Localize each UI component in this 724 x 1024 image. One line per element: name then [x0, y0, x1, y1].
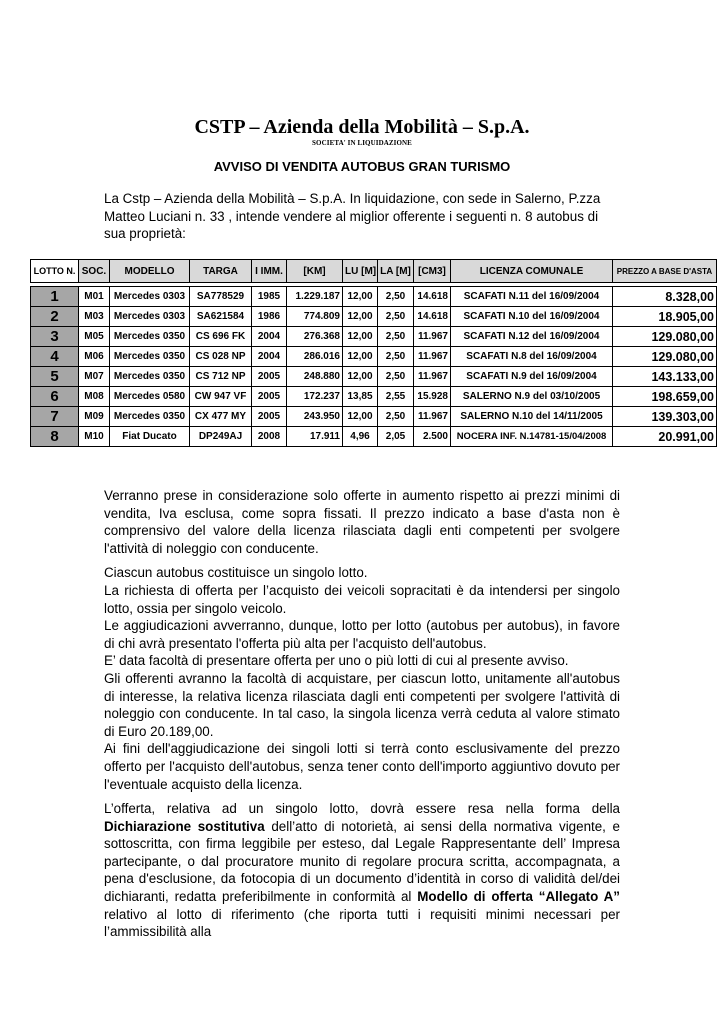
- cell-cm3: 11.967: [414, 347, 451, 367]
- cell-la: 2,50: [378, 287, 414, 307]
- cell-imm: 1986: [252, 307, 287, 327]
- cell-cm3: 2.500: [414, 427, 451, 447]
- cell-licenza: SALERNO N.10 del 14/11/2005: [451, 407, 613, 427]
- cell-prezzo: 143.133,00: [613, 367, 717, 387]
- paragraph-request: La richiesta di offerta per l’acquisto dei veicoli sopracitati è da intendersi per singolo lotto, ossia per singolo veicolo.: [104, 582, 620, 616]
- cell-lotto: 2: [31, 307, 79, 327]
- cell-km: 248.880: [287, 367, 343, 387]
- cell-prezzo: 129.080,00: [613, 327, 717, 347]
- cell-soc: M10: [79, 427, 110, 447]
- cell-licenza: SCAFATI N.9 del 16/09/2004: [451, 367, 613, 387]
- cell-imm: 2004: [252, 327, 287, 347]
- cell-lu: 12,00: [343, 287, 378, 307]
- cell-cm3: 11.967: [414, 367, 451, 387]
- declaration-text-a: L’offerta, relativa ad un singolo lotto, dovrà essere resa nella forma della: [104, 801, 620, 817]
- cell-soc: M09: [79, 407, 110, 427]
- cell-soc: M01: [79, 287, 110, 307]
- cell-soc: M08: [79, 387, 110, 407]
- cell-la: 2,55: [378, 387, 414, 407]
- table-row: [31, 287, 717, 307]
- cell-lotto: 4: [31, 347, 79, 367]
- cell-lotto: 1: [31, 287, 79, 307]
- table-row: [31, 327, 717, 347]
- paragraph-award-criteria: Ai fini dell'aggiudicazione dei singoli lotti si terrà conto esclusivamente del prezzo offerto per l'acquisto dell'autobus, senza tener conto dell'importo aggiuntivo dovuto per l'eventuale acquisto della licenza.: [104, 741, 620, 792]
- cell-modello: Fiat Ducato: [110, 427, 190, 447]
- cell-prezzo: 198.659,00: [613, 387, 717, 407]
- cell-soc: M03: [79, 307, 110, 327]
- table-header-row: [31, 260, 717, 283]
- cell-licenza: SALERNO N.9 del 03/10/2005: [451, 387, 613, 407]
- cell-licenza: NOCERA INF. N.14781-15/04/2008: [451, 427, 613, 447]
- cell-cm3: 11.967: [414, 327, 451, 347]
- declaration-bold-term: Dichiarazione sostitutiva: [104, 818, 265, 834]
- cell-imm: 2005: [252, 367, 287, 387]
- cell-km: 1.229.187: [287, 287, 343, 307]
- paragraph-license: Gli offerenti avranno la facoltà di acquistare, per ciascun lotto, unitamente all'autobus di interesse, la relativa licenza rilasciata dagli enti competenti per svolgere l'attività di noleggio con conducente. In tal caso, la singola licenza verrà ceduta al valore stimato di Euro 20.189,00.: [104, 670, 620, 739]
- cell-licenza: SCAFATI N.11 del 16/09/2004: [451, 287, 613, 307]
- cell-cm3: 14.618: [414, 307, 451, 327]
- header-lu: LU [M]: [343, 260, 378, 283]
- cell-modello: Mercedes 0303: [110, 287, 190, 307]
- cell-modello: Mercedes 0350: [110, 367, 190, 387]
- cell-modello: Mercedes 0350: [110, 407, 190, 427]
- cell-prezzo: 8.328,00: [613, 287, 717, 307]
- cell-la: 2,50: [378, 307, 414, 327]
- cell-prezzo: 129.080,00: [613, 347, 717, 367]
- cell-imm: 2005: [252, 387, 287, 407]
- cell-lotto: 7: [31, 407, 79, 427]
- cell-km: 286.016: [287, 347, 343, 367]
- header-km: [KM]: [287, 260, 343, 283]
- cell-lotto: 5: [31, 367, 79, 387]
- cell-prezzo: 139.303,00: [613, 407, 717, 427]
- cell-modello: Mercedes 0303: [110, 307, 190, 327]
- cell-cm3: 14.618: [414, 287, 451, 307]
- header-licenza: LICENZA COMUNALE: [451, 260, 613, 283]
- cell-targa: SA621584: [190, 307, 252, 327]
- declaration-text-c: dell’atto di notorietà, ai sensi della normativa vigente, e sottoscritta, con firma leggibile per esteso, dal Legale Rappresentante dell’ Impresa partecipante, o dal procuratore munito di regolare procura scritta, accompagnata, a pena d'esclusione, da fotocopia di un documento d’identità in corso di validità del/dei dichiaranti, redatta preferibilmente in conformità al: [104, 818, 620, 905]
- cell-km: 17.911: [287, 427, 343, 447]
- cell-lu: 13,85: [343, 387, 378, 407]
- cell-lotto: 6: [31, 387, 79, 407]
- lots-table: [30, 259, 717, 447]
- table-row: [31, 347, 717, 367]
- header-prezzo: PREZZO A BASE D'ASTA: [613, 260, 717, 283]
- header-soc: SOC.: [79, 260, 110, 283]
- cell-cm3: 11.967: [414, 407, 451, 427]
- cell-modello: Mercedes 0350: [110, 347, 190, 367]
- cell-modello: Mercedes 0350: [110, 327, 190, 347]
- header-la: LA [M]: [378, 260, 414, 283]
- cell-lu: 12,00: [343, 347, 378, 367]
- cell-targa: SA778529: [190, 287, 252, 307]
- cell-licenza: SCAFATI N.12 del 16/09/2004: [451, 327, 613, 347]
- header-modello: MODELLO: [110, 260, 190, 283]
- cell-targa: CS 712 NP: [190, 367, 252, 387]
- table-row: [31, 407, 717, 427]
- header-targa: TARGA: [190, 260, 252, 283]
- cell-km: 243.950: [287, 407, 343, 427]
- cell-soc: M06: [79, 347, 110, 367]
- header-cm3: [CM3]: [414, 260, 451, 283]
- cell-licenza: SCAFATI N.10 del 16/09/2004: [451, 307, 613, 327]
- cell-lu: 12,00: [343, 407, 378, 427]
- paragraph-declaration: [104, 800, 620, 941]
- table-row: [31, 427, 717, 447]
- cell-prezzo: 18.905,00: [613, 307, 717, 327]
- cell-lu: 12,00: [343, 307, 378, 327]
- header-imm: I IMM.: [252, 260, 287, 283]
- cell-lu: 12,00: [343, 327, 378, 347]
- paragraph-offers: Verranno prese in considerazione solo offerte in aumento rispetto ai prezzi minimi di vendita, Iva esclusa, come sopra fissati. Il prezzo indicato a base d'asta non è comprensivo del valore della licenza rilasciata dagli enti competenti per svolgere l'attività di noleggio con conducente.: [104, 488, 620, 556]
- cell-la: 2,50: [378, 327, 414, 347]
- cell-soc: M07: [79, 367, 110, 387]
- cell-lu: 12,00: [343, 367, 378, 387]
- cell-la: 2,50: [378, 367, 414, 387]
- table-row: [31, 387, 717, 407]
- table-row: [31, 307, 717, 327]
- company-title: CSTP – Azienda della Mobilità – S.p.A.: [194, 116, 530, 138]
- cell-modello: Mercedes 0580: [110, 387, 190, 407]
- cell-cm3: 15.928: [414, 387, 451, 407]
- cell-lotto: 8: [31, 427, 79, 447]
- cell-km: 276.368: [287, 327, 343, 347]
- cell-targa: DP249AJ: [190, 427, 252, 447]
- paragraph-awards: Le aggiudicazioni avverranno, dunque, lotto per lotto (autobus per autobus), in favore di chi avrà presentato l'offerta più alta per l'acquisto dell'autobus.: [104, 618, 620, 651]
- declaration-text-e: relativo al lotto di riferimento (che riporta tutti i requisiti minimi necessari per l’ammissibilità alla: [104, 906, 620, 940]
- cell-soc: M05: [79, 327, 110, 347]
- table-row: [31, 367, 717, 387]
- cell-imm: 2004: [252, 347, 287, 367]
- cell-lu: 4,96: [343, 427, 378, 447]
- cell-imm: 2005: [252, 407, 287, 427]
- cell-lotto: 3: [31, 327, 79, 347]
- cell-targa: CS 028 NP: [190, 347, 252, 367]
- body-text: [104, 487, 620, 941]
- notice-heading: AVVISO DI VENDITA AUTOBUS GRAN TURISMO: [213, 159, 511, 174]
- cell-la: 2,50: [378, 407, 414, 427]
- cell-imm: 1985: [252, 287, 287, 307]
- header-lotto: LOTTO N.: [31, 260, 79, 283]
- cell-targa: CS 696 FK: [190, 327, 252, 347]
- cell-km: 774.809: [287, 307, 343, 327]
- cell-targa: CW 947 VF: [190, 387, 252, 407]
- cell-imm: 2008: [252, 427, 287, 447]
- cell-licenza: SCAFATI N.8 del 16/09/2004: [451, 347, 613, 367]
- model-offer-reference: Modello di offerta “Allegato A”: [417, 889, 620, 905]
- cell-la: 2,05: [378, 427, 414, 447]
- cell-targa: CX 477 MY: [190, 407, 252, 427]
- paragraph-lots: Ciascun autobus costituisce un singolo lotto.: [104, 565, 368, 581]
- cell-la: 2,50: [378, 347, 414, 367]
- intro-paragraph: La Cstp – Azienda della Mobilità – S.p.A. In liquidazione, con sede in Salerno, P.zza Matteo Luciani n. 33 , intende vendere al miglior offerente i seguenti n. 8 autobus di sua proprietà:: [104, 191, 601, 241]
- paragraph-multiple-lots: E’ data facoltà di presentare offerta per uno o più lotti di cui al presente avviso.: [104, 653, 569, 669]
- cell-km: 172.237: [287, 387, 343, 407]
- company-subtitle: SOCIETA' IN LIQUIDAZIONE: [312, 139, 412, 147]
- cell-prezzo: 20.991,00: [613, 427, 717, 447]
